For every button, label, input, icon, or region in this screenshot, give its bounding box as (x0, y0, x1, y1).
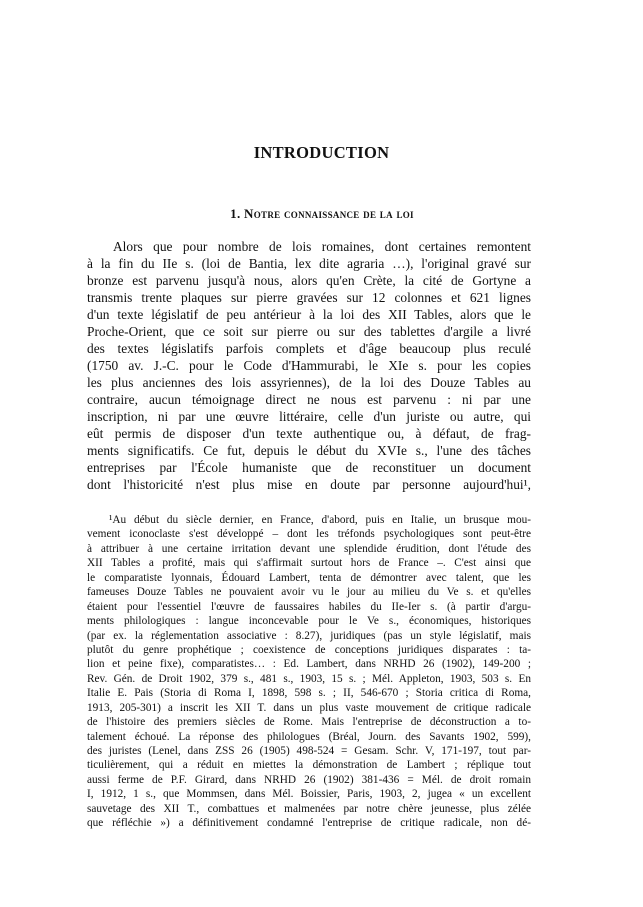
paragraph-line: eût permis de disposer d'un texte authentique ou, à défaut, de frag- (87, 426, 531, 441)
footnote-line: à attribuer à une certaine irritation devant une splendide érudition, dont l'étude des (87, 542, 531, 555)
footnote-line: 1913, 205-301) a inscrit les XII T. dans un plus vaste mouvement de critique radicale (87, 701, 531, 714)
paragraph-line: des textes législatifs parfois complets et d'âge beaucoup plus reculé (87, 341, 531, 356)
paragraph-line: d'un texte législatif de peu antérieur à la loi des XII Tables, alors que le (87, 307, 531, 322)
footnote-line: ments philologiques : langue inconcevable pour le Ve s., économiques, historiques (87, 615, 531, 628)
footnote-line: ¹Au début du siècle dernier, en France, d'abord, puis en Italie, un brusque mou- (109, 514, 531, 526)
paragraph-line: contraire, aucun témoignage direct ne nous est parvenu : ni par une (87, 392, 531, 407)
footnote (87, 513, 531, 831)
footnote-line: Rev. Gén. de Droit 1902, 379 s., 481 s., 1903, 15 s. ; Mél. Appleton, 1903, 503 s. En (87, 672, 531, 685)
section-heading: 1. Notre connaissance de la loi (230, 206, 414, 221)
footnote-line: le comparatiste lyonnais, Édouard Lambert, tenta de démontrer avec talent, que les (87, 571, 531, 584)
footnote-line: talement échoué. La réponse des philologues (Bréal, Journ. des Savants 1902, 599), (87, 730, 531, 743)
paragraph-line: entreprises par l'École humaniste que de reconstituer un document (87, 460, 531, 475)
footnote-line: ticulièrement, qui a réduit en miettes la démonstration de Lambert ; réplique tout (87, 759, 531, 772)
footnote-line: plutôt du genre prophétique ; coexistence de conceptions juridiques disparates : ta- (87, 643, 531, 656)
paragraph-line: les plus anciennes des lois assyriennes), de la loi des Douze Tables au (87, 375, 531, 390)
footnote-line: aussi ferme de P.F. Girard, dans NRHD 26 (1902) 381-436 = Mél. de droit romain (87, 773, 531, 786)
footnote-line: sauvetage des XII T., combattues et malmenées par notre chère jeunesse, plus zélée (87, 802, 531, 815)
paragraph-line: inscription, ni par une œuvre littéraire, celle d'un juriste ou autre, qui (87, 409, 531, 424)
paragraph-line: à la fin du IIe s. (loi de Bantia, lex dite agraria …), l'original gravé sur (87, 256, 531, 271)
paragraph-line: ments significatifs. Ce fut, depuis le début du XVIe s., l'une des tâches (87, 443, 531, 458)
paragraph-line: (1750 av. J.-C. pour le Code d'Hammurabi, le XIe s. pour les copies (87, 358, 531, 373)
paragraph-line: bronze est parvenu jusqu'à nous, alors qu'en Crète, la cité de Gortyne a (87, 273, 531, 288)
paragraph-line: transmis trente plaques sur pierre gravées sur 12 colonnes et 621 lignes (87, 290, 531, 305)
footnote-line: fameuses Douze Tables ne pouvaient avoir vu le jour au milieu du Ve s. et qu'elles (87, 586, 531, 599)
paragraph-line: dont l'historicité n'est plus mise en doute par personne aujourd'hui¹, (87, 477, 531, 492)
page-title: INTRODUCTION (253, 143, 390, 162)
footnote-line: I, 1912, 1 s., que Mommsen, dans Mél. Boissier, Paris, 1903, 2, jugea « un excellent (87, 788, 531, 801)
footnote-line: Italie E. Pais (Storia di Roma I, 1898, 598 s. ; II, 546-670 ; Storia critica di Roma, (87, 687, 531, 700)
footnote-line: que réfléchie ») a définitivement condamné l'entreprise de critique radicale, non dé- (87, 817, 531, 830)
footnote-line: étaient pour l'essentiel l'œuvre de faussaires habiles du IIe-Ier s. (à partir d'argu- (87, 600, 531, 613)
paragraph-line: Alors que pour nombre de lois romaines, dont certaines remontent (113, 239, 531, 254)
paragraph-line: Proche-Orient, que ce soit sur pierre ou sur des tablettes d'argile a livré (87, 324, 531, 339)
main-paragraph (87, 238, 531, 493)
footnote-line: vement iconoclaste s'est développé – dont les tréfonds psychologiques sont peut-être (87, 528, 531, 541)
footnote-line: lion et peine fixe), comparatistes… : Ed. Lambert, dans NRHD 26 (1902), 149-200 ; (87, 658, 531, 671)
footnote-line: (par ex. la réglementation associative : 8.27), juridiques (pas un style législatif, mais (87, 629, 531, 642)
footnote-line: XII Tables a profité, mais qui s'affirmait surtout hors de France –. C'est ainsi que (87, 557, 531, 570)
footnote-line: des juristes (Lenel, dans ZSS 26 (1905) 498-524 = Gesam. Schr. V, 171-197, tout par- (87, 745, 531, 757)
footnote-line: de l'histoire des premiers siècles de Rome. Mais l'entreprise de déconstruction a to- (87, 716, 531, 729)
